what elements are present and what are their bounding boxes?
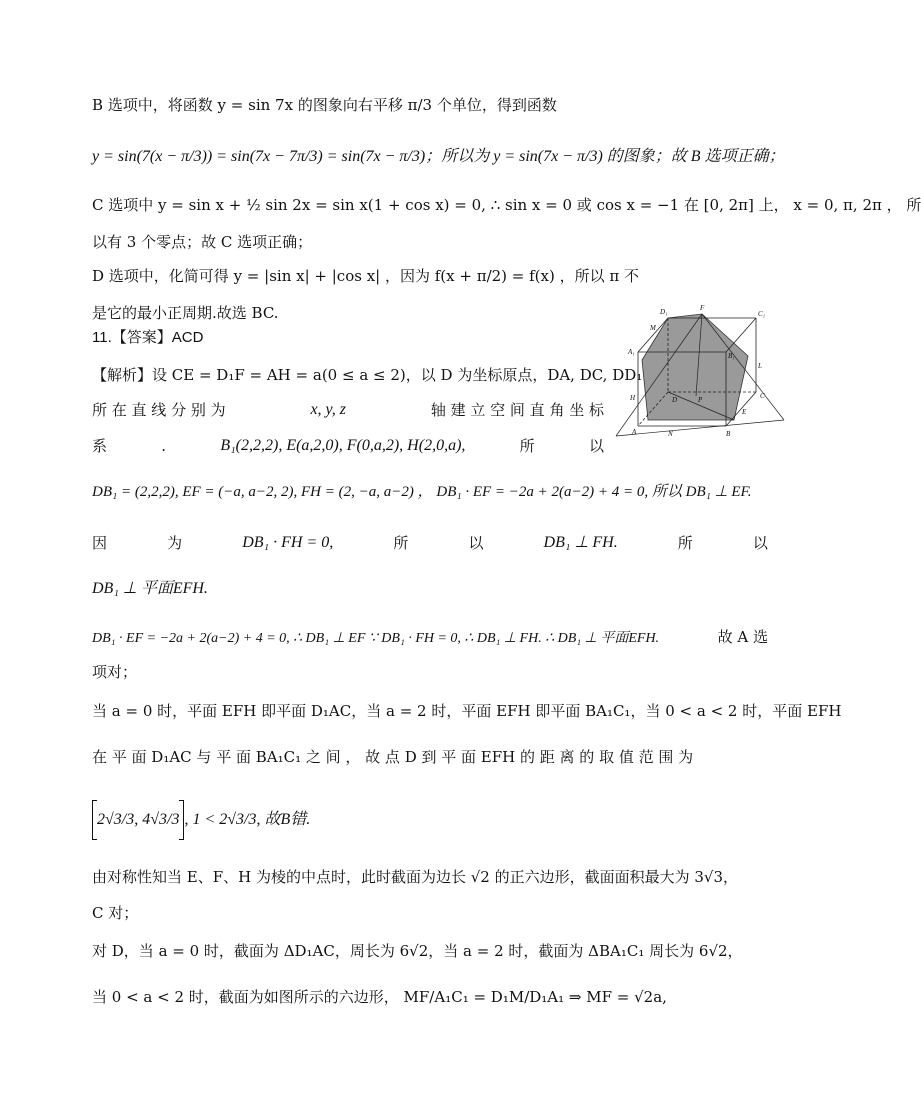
vector-line: DB₁ = (2,2,2), EF = (−a, a−2, 2), FH = (2, −a, a−2) ， DB₁ · EF = −2a + 2(a−2) + 4 = 0, 所以 DB₁ ⊥ EF. [92, 484, 752, 500]
because-line-b: 为 [167, 534, 183, 552]
option-c-conclusion: C 对； [92, 904, 139, 922]
range-interval: 2√3/3, 4√3/3 [97, 811, 180, 828]
option-d-line: 对 D，当 a = 0 时，截面为 ΔD₁AC，周长为 6√2，当 a = 2 时，截面为 ΔBA₁C₁ 周长为 6√2， [92, 942, 743, 960]
because-line-c: DB₁ · FH = 0, [242, 534, 334, 551]
because-line-f: DB₁ ⊥ FH. [543, 534, 618, 551]
label-P: P [698, 396, 703, 404]
analysis-line-2-b: x, y, z [310, 401, 346, 418]
analysis-line-2 [92, 399, 604, 421]
summary-line [92, 626, 768, 650]
label-C: C [760, 392, 765, 400]
label-E: E [742, 408, 747, 416]
answer-heading: 11.【答案】ACD [92, 329, 204, 346]
analysis-line-2-a: 所 在 直 线 分 别 为 [92, 401, 226, 419]
cube-edge [726, 318, 756, 352]
label-D: D [672, 396, 678, 404]
label-A1: A₁ [628, 348, 635, 356]
text-line-3: C 选项中 y = sin x + ½ sin 2x = sin x(1 + cos x) = 0, ∴ sin x = 0 或 cos x = −1 在 [0, 2π] 上， x = 0, π, 2π ， 所 [92, 196, 921, 214]
summary-line-tail: 故 A 选 [717, 628, 768, 646]
symmetry-line: 由对称性知当 E、F、H 为棱的中点时，此时截面为边长 √2 的正六边形，截面面积最大为 3√3， [92, 868, 739, 886]
summary-line-math: DB₁ · EF = −2a + 2(a−2) + 4 = 0, ∴ DB₁ ⊥ EF ∵ DB₁ · FH = 0, ∴ DB₁ ⊥ FH. ∴ DB₁ ⊥ 平面EFH. [92, 631, 660, 646]
label-N: N [668, 430, 673, 438]
range-value-line [92, 796, 768, 842]
analysis-line-3-a: 系 [92, 437, 108, 455]
label-C1: C₁ [758, 310, 766, 318]
label-B1: B₁ [728, 352, 735, 360]
because-line-h: 以 [752, 534, 768, 552]
hexagon-line: 当 0 < a < 2 时，截面为如图所示的六边形， MF/A₁C₁ = D₁M/D₁A₁ ⇒ MF = √2a, [92, 988, 667, 1006]
because-line-d: 所 [393, 534, 409, 552]
label-L: L [758, 362, 762, 370]
text-line-4: 以有 3 个零点；故 C 选项正确； [92, 233, 313, 251]
label-D1: D₁ [660, 308, 668, 316]
case-line: 当 a = 0 时，平面 EFH 即平面 D₁AC，当 a = 2 时，平面 EFH 即平面 BA₁C₁，当 0 < a < 2 时，平面 EFH [92, 702, 842, 720]
range-conclusion: , 1 < 2√3/3, 故B错. [184, 811, 311, 828]
perpendicular-line: DB₁ ⊥ 平面EFH. [92, 580, 208, 597]
analysis-line-3 [92, 435, 604, 457]
analysis-line-2-c: 轴 建 立 空 间 直 角 坐 标 [430, 401, 604, 419]
because-line-g: 所 [677, 534, 693, 552]
label-B: B [726, 430, 731, 438]
text-line-5: D 选项中，化简可得 y = |sin x| + |cos x| ，因为 f(x + π/2) = f(x) ，所以 π 不 [92, 267, 639, 285]
analysis-line-3-d: 所 [519, 437, 535, 455]
because-line-e: 以 [468, 534, 484, 552]
range-line: 在 平 面 D₁AC 与 平 面 BA₁C₁ 之 间 ， 故 点 D 到 平 面 EFH 的 距 离 的 取 值 范 围 为 [92, 748, 694, 766]
analysis-line-1: 【解析】设 CE = D₁F = AH = a(0 ≤ a ≤ 2)，以 D 为坐标原点，DA, DC, DD₁ [92, 366, 643, 384]
analysis-line-3-b: . [161, 437, 167, 455]
label-M: M [650, 324, 656, 332]
because-line-a: 因 [92, 534, 108, 552]
text-line-2: y = sin(7(x − π/3)) = sin(7x − 7π/3) = sin(7x − π/3)；所以为 y = sin(7x − π/3) 的图象；故 B 选项正确； [92, 148, 785, 165]
text-line-6: 是它的最小正周期.故选 BC. [92, 304, 279, 322]
option-a-conclusion: 项对； [92, 663, 138, 681]
text-line-1: B 选项中，将函数 y = sin 7x 的图象向右平移 π/3 个单位，得到函数 [92, 96, 557, 114]
label-F: F [700, 304, 705, 312]
analysis-line-3-c: B₁(2,2,2), E(a,2,0), F(0,a,2), H(2,0,a), [220, 437, 466, 454]
label-A: A [632, 428, 637, 436]
because-line [92, 532, 768, 554]
analysis-line-3-e: 以 [588, 437, 604, 455]
cube-section-figure [608, 296, 788, 446]
label-H: H [630, 394, 636, 402]
